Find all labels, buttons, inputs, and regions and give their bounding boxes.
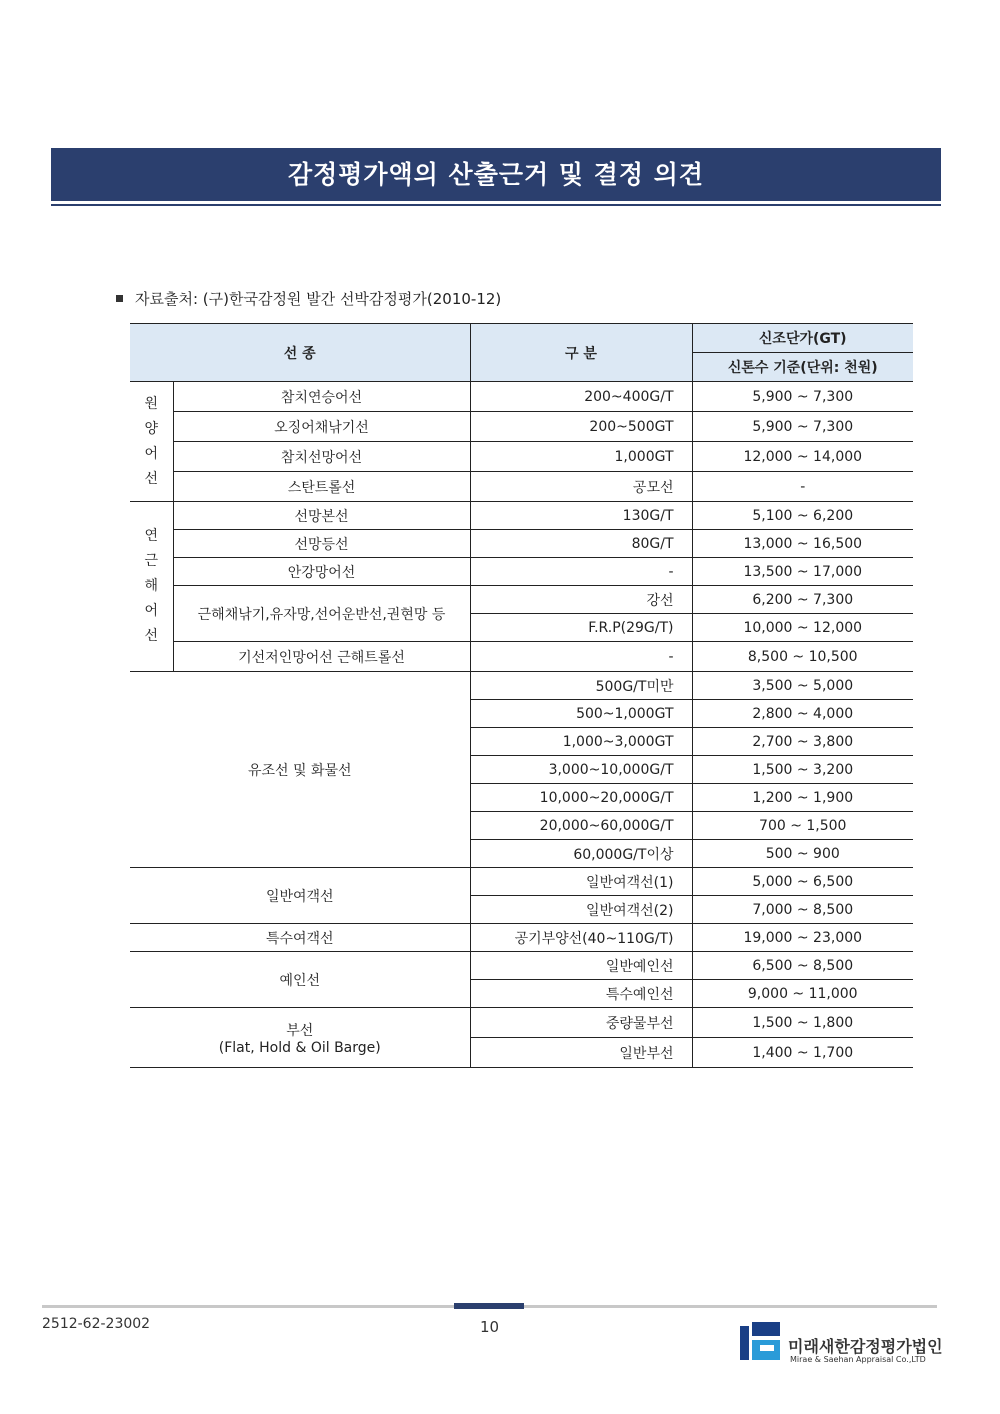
header-price-top: 신조단가(GT) xyxy=(692,324,913,353)
table-cell-price: 7,000 ~ 8,500 xyxy=(692,896,913,924)
bullet-icon xyxy=(116,295,123,302)
table-cell-price: 19,000 ~ 23,000 xyxy=(692,924,913,952)
table-cell-category: 공모선 xyxy=(470,472,692,502)
table-cell-category: 20,000~60,000G/T xyxy=(470,812,692,840)
table-cell-category: F.R.P(29G/T) xyxy=(470,614,692,642)
table-cell-category: 60,000G/T이상 xyxy=(470,840,692,868)
source-note xyxy=(116,288,501,309)
ship-price-table xyxy=(130,323,913,1068)
page-title: 감정평가액의 산출근거 및 결정 의견 xyxy=(287,160,705,189)
table-cell-price: 10,000 ~ 12,000 xyxy=(692,614,913,642)
title-banner xyxy=(51,148,941,198)
table-cell-category: 200~400G/T xyxy=(470,382,692,412)
table-cell-category: 10,000~20,000G/T xyxy=(470,784,692,812)
table-cell-category: 3,000~10,000G/T xyxy=(470,756,692,784)
table-cell-price: - xyxy=(692,472,913,502)
table-cell-type: 기선저인망어선 근해트롤선 xyxy=(173,642,470,672)
table-cell-price: 1,200 ~ 1,900 xyxy=(692,784,913,812)
company-name-en: Mirae & Saehan Appraisal Co.,LTD xyxy=(790,1355,926,1364)
table-cell-price: 13,500 ~ 17,000 xyxy=(692,558,913,586)
header-category: 구 분 xyxy=(470,324,692,382)
group-ocean-label: 원 양 어 선 xyxy=(144,395,159,487)
table-cell-type: 선망본선 xyxy=(173,502,470,530)
table-cell-type: 예인선 xyxy=(130,952,470,1008)
barge-sublabel: (Flat, Hold & Oil Barge) xyxy=(218,1039,381,1056)
table-cell-price: 5,900 ~ 7,300 xyxy=(692,382,913,412)
table-cell-type-barge xyxy=(130,1008,470,1068)
table-cell-type: 오징어채낚기선 xyxy=(173,412,470,442)
table-cell-category: 80G/T xyxy=(470,530,692,558)
table-cell-type: 유조선 및 화물선 xyxy=(130,672,470,868)
table-cell-category: 공기부양선(40~110G/T) xyxy=(470,924,692,952)
table-cell-type: 특수여객선 xyxy=(130,924,470,952)
table-cell-price: 1,500 ~ 1,800 xyxy=(692,1008,913,1038)
table-cell-category: - xyxy=(470,642,692,672)
title-underline xyxy=(51,198,941,201)
table-cell-price: 8,500 ~ 10,500 xyxy=(692,642,913,672)
table-cell-type: 근해채낚기,유자망,선어운반선,권현망 등 xyxy=(173,586,470,642)
footer-accent xyxy=(454,1303,524,1309)
table-cell-type: 일반여객선 xyxy=(130,868,470,924)
table-cell-price: 5,000 ~ 6,500 xyxy=(692,868,913,896)
table-cell-category: 1,000~3,000GT xyxy=(470,728,692,756)
table-cell-category: 일반여객선(2) xyxy=(470,896,692,924)
table-cell-type: 스탄트롤선 xyxy=(173,472,470,502)
table-cell-price: 13,000 ~ 16,500 xyxy=(692,530,913,558)
title-underline-2 xyxy=(51,204,941,206)
table-cell-type: 선망등선 xyxy=(173,530,470,558)
header-type: 선 종 xyxy=(130,324,470,382)
table-cell-category: 1,000GT xyxy=(470,442,692,472)
table-cell-price: 6,200 ~ 7,300 xyxy=(692,586,913,614)
table-cell-type: 참치선망어선 xyxy=(173,442,470,472)
table-cell-category: 130G/T xyxy=(470,502,692,530)
header-price-sub: 신톤수 기준(단위: 천원) xyxy=(692,353,913,382)
source-text: 자료출처: (구)한국감정원 발간 선박감정평가(2010-12) xyxy=(135,290,502,308)
table-cell-type: 참치연승어선 xyxy=(173,382,470,412)
group-coastal xyxy=(130,502,173,672)
barge-label: 부선 xyxy=(286,1022,314,1039)
table-cell-type: 안강망어선 xyxy=(173,558,470,586)
table-cell-price: 500 ~ 900 xyxy=(692,840,913,868)
company-name: 미래새한감정평가법인 xyxy=(788,1337,943,1356)
table-cell-price: 5,900 ~ 7,300 xyxy=(692,412,913,442)
table-cell-category: 500~1,000GT xyxy=(470,700,692,728)
table-cell-price: 3,500 ~ 5,000 xyxy=(692,672,913,700)
group-coastal-label: 연 근 해 어 선 xyxy=(144,528,159,644)
table-cell-category: 중량물부선 xyxy=(470,1008,692,1038)
table-cell-price: 12,000 ~ 14,000 xyxy=(692,442,913,472)
group-ocean xyxy=(130,382,173,502)
table-cell-price: 2,700 ~ 3,800 xyxy=(692,728,913,756)
table-cell-price: 5,100 ~ 6,200 xyxy=(692,502,913,530)
table-cell-category: 강선 xyxy=(470,586,692,614)
table-cell-category: 일반예인선 xyxy=(470,952,692,980)
table-cell-price: 6,500 ~ 8,500 xyxy=(692,952,913,980)
table-cell-category: 일반부선 xyxy=(470,1038,692,1068)
table-cell-price: 1,400 ~ 1,700 xyxy=(692,1038,913,1068)
table-cell-category: 특수예인선 xyxy=(470,980,692,1008)
table-cell-price: 2,800 ~ 4,000 xyxy=(692,700,913,728)
table-cell-price: 9,000 ~ 11,000 xyxy=(692,980,913,1008)
table-cell-category: 500G/T미만 xyxy=(470,672,692,700)
page-number: 10 xyxy=(480,1318,500,1336)
table-cell-price: 1,500 ~ 3,200 xyxy=(692,756,913,784)
table-cell-category: - xyxy=(470,558,692,586)
table-cell-price: 700 ~ 1,500 xyxy=(692,812,913,840)
doc-id: 2512-62-23002 xyxy=(42,1316,151,1332)
table-cell-category: 200~500GT xyxy=(470,412,692,442)
company-logo-icon xyxy=(740,1322,780,1360)
table-cell-category: 일반여객선(1) xyxy=(470,868,692,896)
